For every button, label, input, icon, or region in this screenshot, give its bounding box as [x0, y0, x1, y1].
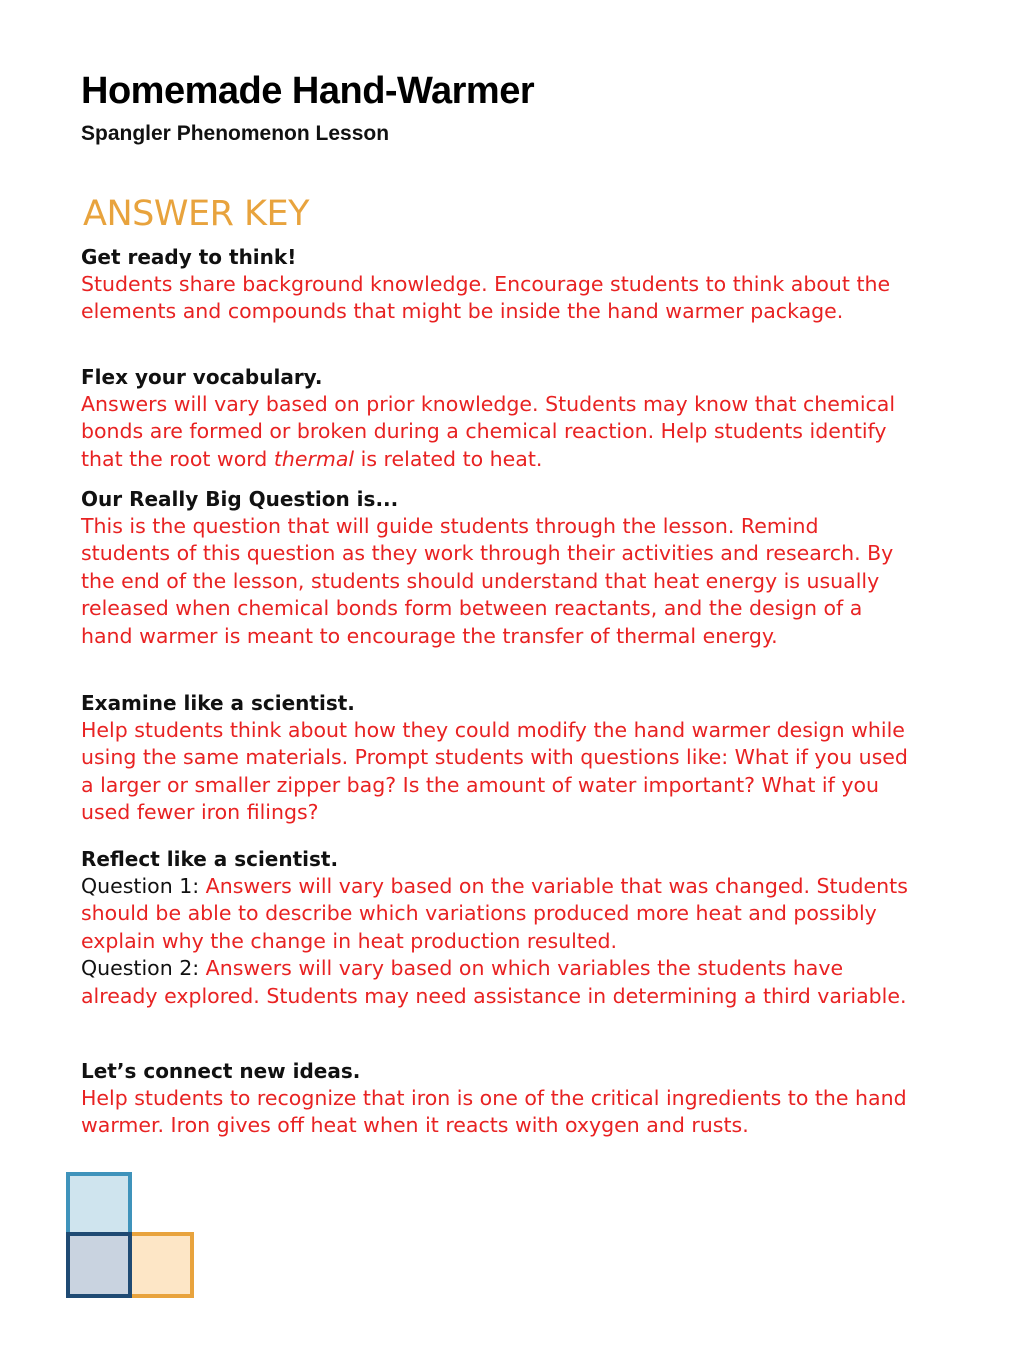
- section-answer: [81, 873, 951, 1010]
- spangler-squares-logo-icon: [66, 1172, 194, 1300]
- answer-line: Help students think about how they could modify the hand warmer design while: [81, 718, 905, 742]
- answer-line: using the same materials. Prompt students with questions like: What if you used: [81, 745, 908, 770]
- section-vocabulary: [81, 364, 951, 473]
- answer-key-label: ANSWER KEY: [83, 194, 309, 234]
- answer-line: students of this question as they work through their activities and research. By: [81, 541, 894, 566]
- page-subtitle: Spangler Phenomenon Lesson: [81, 122, 390, 145]
- section-answer: [81, 1085, 951, 1140]
- section-answer: [81, 271, 951, 326]
- section-examine: [81, 690, 951, 827]
- section-heading: Examine like a scientist.: [81, 691, 355, 715]
- section-reflect: [81, 846, 951, 1010]
- section-heading: Reflect like a scientist.: [81, 847, 339, 871]
- question-2-label: Question 2:: [81, 956, 206, 981]
- page-title: Homemade Hand-Warmer: [81, 70, 535, 112]
- logo-square-navy: [66, 1232, 132, 1298]
- section-heading: Get ready to think!: [81, 245, 297, 269]
- section-connect: [81, 1058, 951, 1140]
- section-heading: Our Really Big Question is...: [81, 487, 399, 511]
- section-big-question: [81, 486, 951, 650]
- thermal-term: thermal: [273, 446, 355, 471]
- answer-line: Help students to recognize that iron is one of the critical ingredients to the hand: [81, 1086, 907, 1110]
- answer-line: explain why the change in heat production resulted.: [81, 928, 618, 953]
- logo-square-light-blue: [66, 1172, 132, 1238]
- question-1-label: Question 1:: [81, 874, 206, 898]
- question-1-line: [81, 873, 951, 900]
- section-answer: [81, 513, 951, 650]
- answer-text: Answers will vary based on which variables the students have: [205, 956, 844, 981]
- answer-line: [81, 446, 951, 473]
- answer-line: elements and compounds that might be inside the hand warmer package.: [81, 299, 844, 324]
- answer-line: already explored. Students may need assistance in determining a third variable.: [81, 983, 907, 1008]
- logo-square-orange: [128, 1232, 194, 1298]
- answer-line: bonds are formed or broken during a chemical reaction. Help students identify: [81, 419, 887, 444]
- section-answer: [81, 717, 951, 827]
- answer-line: released when chemical bonds form between reactants, and the design of a: [81, 596, 863, 621]
- answer-line: hand warmer is meant to encourage the transfer of thermal energy.: [81, 623, 778, 648]
- answer-text: that the root word: [81, 446, 274, 471]
- answer-line: This is the question that will guide students through the lesson. Remind: [81, 514, 819, 538]
- section-heading: Let’s connect new ideas.: [81, 1059, 361, 1083]
- answer-line: Answers will vary based on prior knowledge. Students may know that chemical: [81, 392, 896, 416]
- answer-line: the end of the lesson, students should understand that heat energy is usually: [81, 568, 880, 593]
- section-heading: Flex your vocabulary.: [81, 365, 323, 389]
- answer-text: is related to heat.: [354, 446, 543, 471]
- answer-line: used fewer iron filings?: [81, 800, 319, 825]
- answer-line: warmer. Iron gives off heat when it reacts with oxygen and rusts.: [81, 1113, 749, 1138]
- answer-text: Answers will vary based on the variable that was changed. Students: [205, 874, 908, 898]
- answer-line: Students share background knowledge. Encourage students to think about the: [81, 272, 891, 296]
- section-get-ready: [81, 244, 951, 326]
- section-answer: [81, 391, 951, 473]
- question-2-line: [81, 955, 951, 982]
- answer-line: should be able to describe which variations produced more heat and possibly: [81, 901, 877, 926]
- answer-line: a larger or smaller zipper bag? Is the amount of water important? What if you: [81, 772, 880, 797]
